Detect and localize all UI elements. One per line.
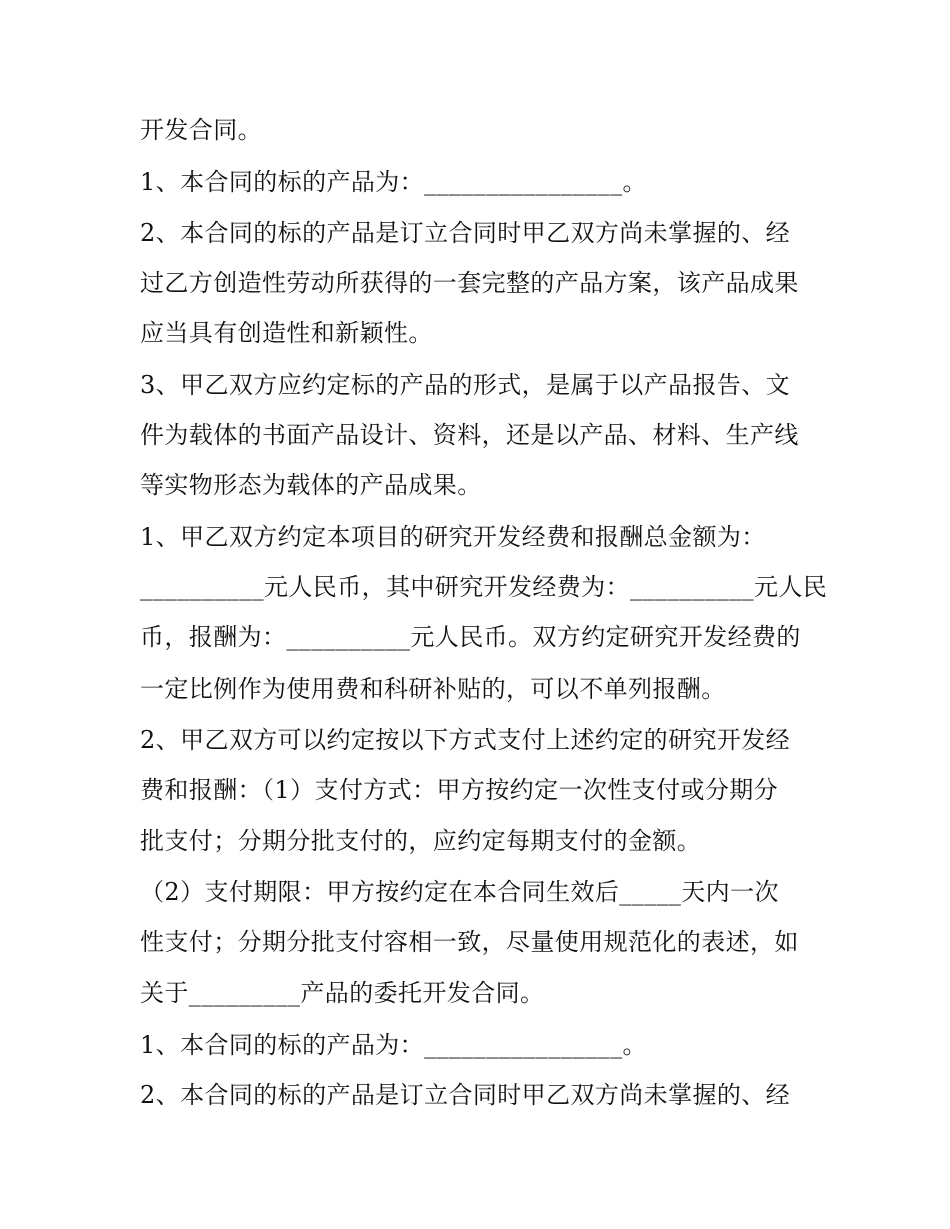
text-line: 2、甲乙双方可以约定按以下方式支付上述约定的研究开发经	[140, 726, 791, 754]
text-line: 1、本合同的标的产品为：________________。	[140, 168, 647, 196]
text-line: 件为载体的书面产品设计、资料，还是以产品、材料、生产线	[140, 421, 799, 449]
text-line: 一定比例作为使用费和科研补贴的，可以不单列报酬。	[140, 675, 726, 703]
text-line: 开发合同。	[140, 116, 262, 144]
text-line: 批支付；分期分批支付的，应约定每期支付的金额。	[140, 827, 702, 855]
text-line: 费和报酬：（1）支付方式：甲方按约定一次性支付或分期分	[140, 776, 779, 804]
text-line: 应当具有创造性和新颖性。	[140, 319, 433, 347]
text-line: 2、本合同的标的产品是订立合同时甲乙双方尚未掌握的、经	[140, 219, 791, 247]
text-line: 1、甲乙双方约定本项目的研究开发经费和报酬总金额为：	[140, 523, 766, 551]
text-line: 过乙方创造性劳动所获得的一套完整的产品方案，该产品成果	[140, 269, 799, 297]
text-line: 1、本合同的标的产品为：________________。	[140, 1031, 647, 1059]
text-line: （2）支付期限：甲方按约定在本合同生效后_____天内一次	[140, 878, 779, 906]
text-line: 等实物形态为载体的产品成果。	[140, 471, 482, 499]
text-line: 2、本合同的标的产品是订立合同时甲乙双方尚未掌握的、经	[140, 1081, 791, 1109]
text-line: 关于_________产品的委托开发合同。	[140, 979, 545, 1007]
text-line: __________元人民币，其中研究开发经费为：__________元人民	[140, 573, 828, 601]
text-line: 性支付；分期分批支付容相一致，尽量使用规范化的表述，如	[140, 928, 799, 956]
text-line: 3、甲乙双方应约定标的产品的形式，是属于以产品报告、文	[140, 371, 791, 399]
text-line: 币，报酬为：__________元人民币。双方约定研究开发经费的	[140, 623, 801, 651]
